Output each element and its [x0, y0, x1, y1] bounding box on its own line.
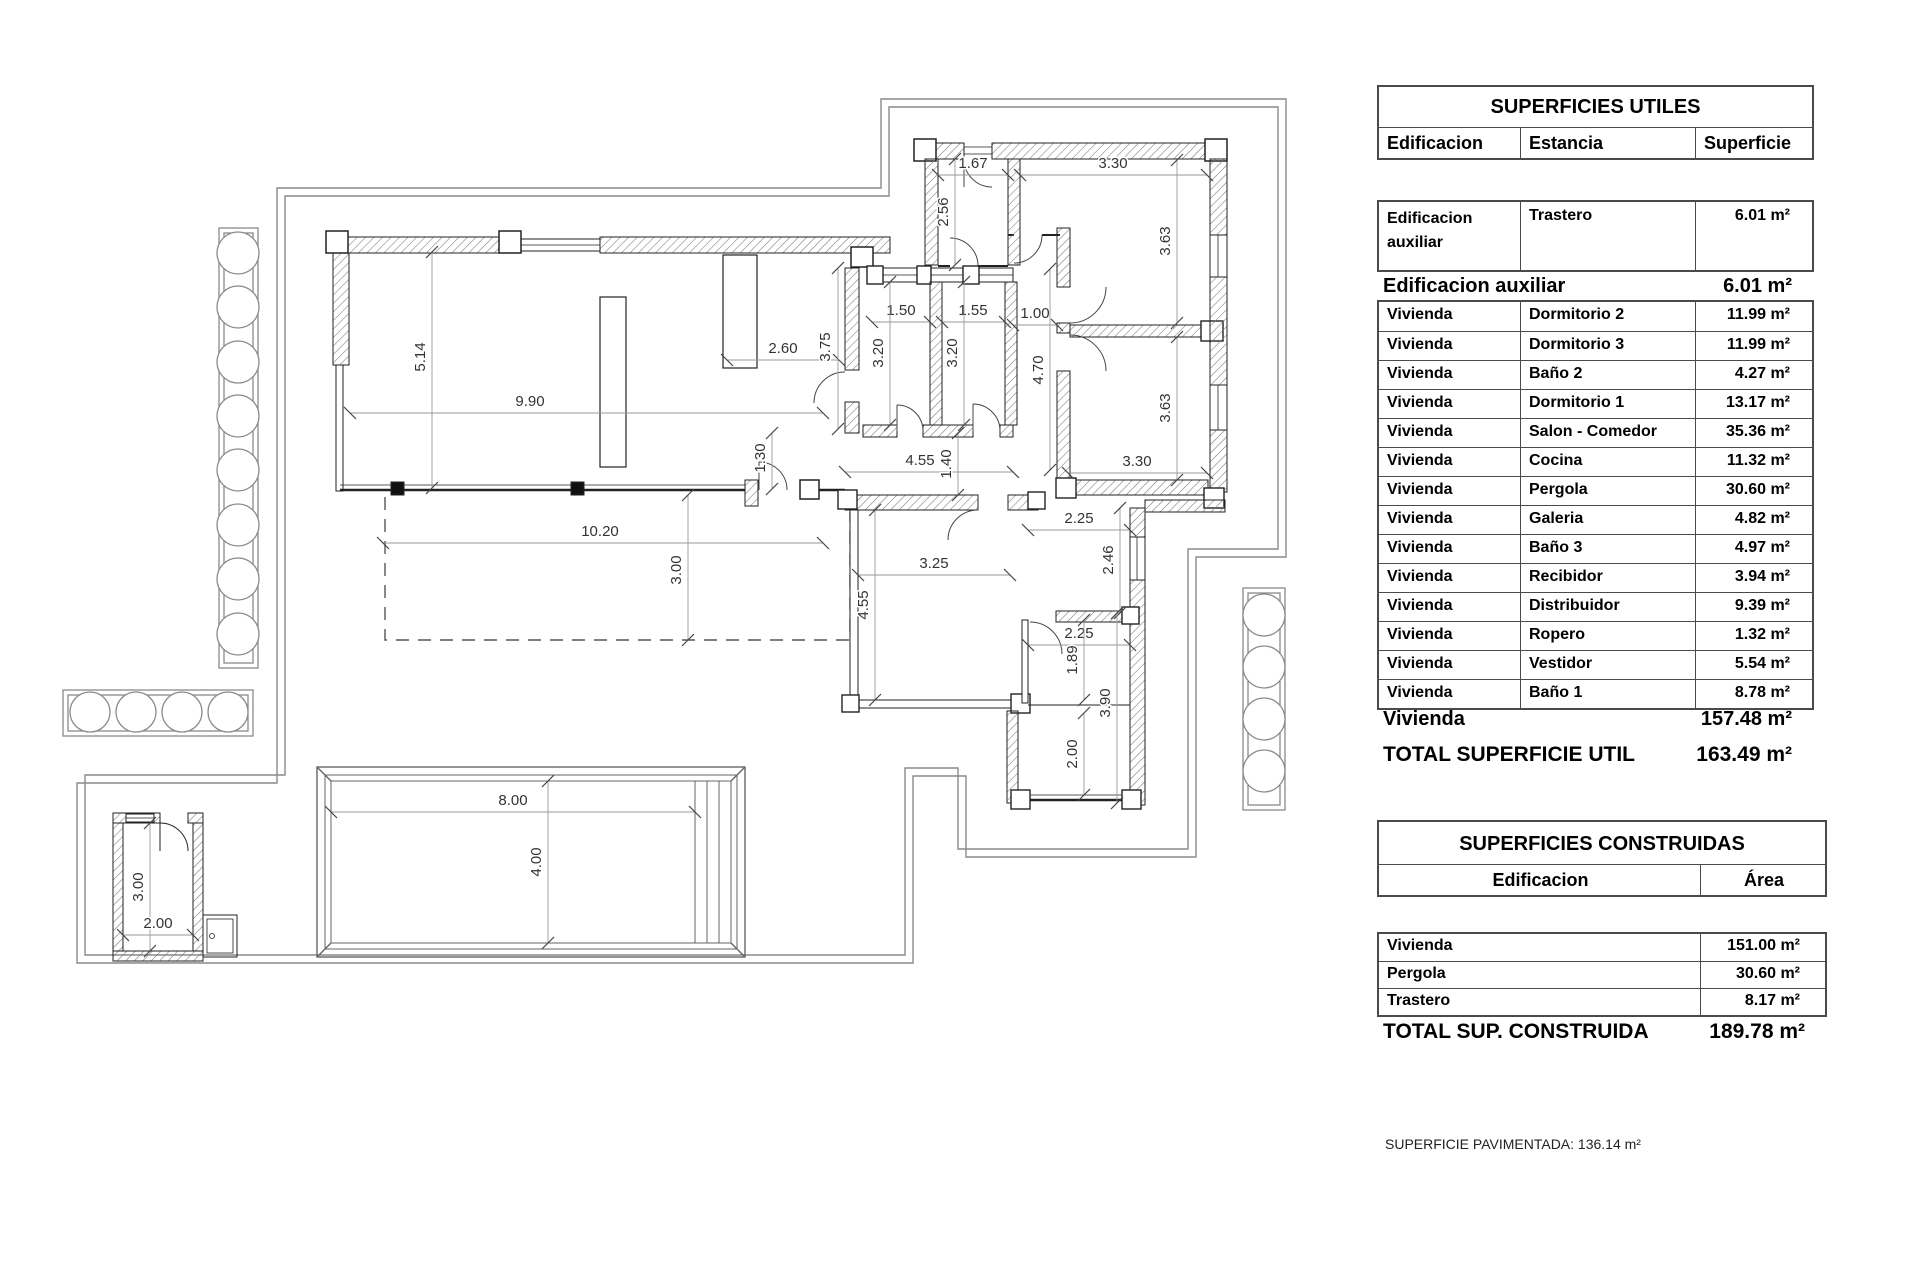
table-row: [1379, 621, 1812, 650]
pergola-dashed-outline: [385, 497, 850, 640]
dimension-label: 2.46: [1100, 545, 1117, 575]
aux-estancia: Trastero: [1520, 202, 1695, 270]
tree-row-left: [217, 228, 259, 668]
table-row: [1379, 505, 1812, 534]
dimension-label: 3.20: [944, 338, 961, 368]
table-cell: Vivienda: [1387, 306, 1453, 323]
table-superficies-construidas: [1377, 820, 1827, 1060]
table-cell: Vivienda: [1387, 423, 1453, 440]
table-cell: Cocina: [1520, 448, 1695, 476]
vivienda-rows-box: [1377, 300, 1814, 710]
total-construida-label: TOTAL SUP. CONSTRUIDA: [1383, 1020, 1649, 1043]
dimension-label: 1.00: [1020, 305, 1050, 322]
dimension-label: 2.60: [768, 340, 798, 357]
table-cell: Baño 2: [1520, 361, 1695, 389]
table-cell: Pergola: [1520, 477, 1695, 505]
table-cell: 30.60 m²: [1695, 477, 1812, 505]
total-util-row: [1377, 743, 1814, 767]
table-cell: Baño 3: [1520, 535, 1695, 563]
dimension-label: 2.25: [1064, 625, 1094, 642]
dimension-label: 2.56: [935, 197, 952, 227]
dimension-label: 4.70: [1030, 355, 1047, 385]
dimension-label: 4.55: [855, 590, 872, 620]
table-cell: 4.82 m²: [1695, 506, 1812, 534]
dimension-label: 1.30: [752, 443, 769, 473]
total-util-value: 163.49 m²: [1696, 743, 1792, 766]
table-row: [1379, 534, 1812, 563]
table-row: [1379, 592, 1812, 621]
trastero-pad: [203, 915, 237, 957]
dimension-label: 4.55: [905, 452, 935, 469]
table-cell: Baño 1: [1520, 680, 1695, 708]
table-cell: Vivienda: [1387, 394, 1453, 411]
table-cell: 8.17 m²: [1700, 989, 1825, 1015]
table-row: [1379, 331, 1812, 360]
table-cell: Vivienda: [1387, 597, 1453, 614]
table-cell: Trastero: [1387, 992, 1451, 1009]
table-cell: Vivienda: [1387, 481, 1453, 498]
table-cell: 4.27 m²: [1695, 361, 1812, 389]
col-header-edificacion: Edificacion: [1387, 133, 1484, 153]
dimension-label: 3.30: [1122, 453, 1152, 470]
table2-title: SUPERFICIES CONSTRUIDAS: [1459, 833, 1745, 855]
table-cell: Dormitorio 2: [1520, 302, 1695, 331]
dimension-label: 2.00: [143, 915, 173, 932]
table1-header-row: [1379, 127, 1812, 158]
dimension-label: 1.55: [958, 302, 988, 319]
table-cell: Galeria: [1520, 506, 1695, 534]
total-construida-value: 189.78 m²: [1709, 1020, 1805, 1043]
table-cell: 11.32 m²: [1695, 448, 1812, 476]
table-cell: 9.39 m²: [1695, 593, 1812, 621]
dimension-label: 1.89: [1064, 645, 1081, 675]
table-cell: Vivienda: [1387, 626, 1453, 643]
table-cell: Pergola: [1387, 965, 1446, 982]
dimension-label: 1.40: [938, 449, 955, 479]
dimension-label: 10.20: [581, 523, 619, 540]
table-row: [1379, 447, 1812, 476]
table-cell: Vivienda: [1387, 655, 1453, 672]
table-cell: 151.00 m²: [1700, 934, 1825, 961]
total-construida-row: [1377, 1020, 1827, 1044]
table-row: [1379, 650, 1812, 679]
house-walls: [326, 139, 1227, 809]
construidas-rows-box: [1377, 932, 1827, 1017]
table-row: [1379, 934, 1825, 961]
col-header-superficie: Superficie: [1695, 128, 1812, 158]
table-cell: Vestidor: [1520, 651, 1695, 679]
dimension-label: 3.30: [1098, 155, 1128, 172]
table-cell: Vivienda: [1387, 452, 1453, 469]
table1-title: SUPERFICIES UTILES: [1490, 96, 1701, 118]
dimension-label: 2.00: [1064, 739, 1081, 769]
table-cell: 8.78 m²: [1695, 680, 1812, 708]
dimension-label: 8.00: [498, 792, 528, 809]
dimension-label: 3.00: [668, 555, 685, 585]
dimension-label: 3.00: [130, 872, 147, 902]
table-row: [1379, 563, 1812, 592]
table-cell: Vivienda: [1387, 336, 1453, 353]
dimension-label: 1.67: [958, 155, 988, 172]
table-cell: 4.97 m²: [1695, 535, 1812, 563]
col-header-edificacion2: Edificacion: [1492, 870, 1589, 890]
table-cell: Vivienda: [1387, 684, 1453, 701]
dimension-label: 3.75: [817, 332, 834, 362]
dimension-label: 1.50: [886, 302, 916, 319]
table-row: [1379, 988, 1825, 1015]
table-cell: 1.32 m²: [1695, 622, 1812, 650]
table-cell: 5.54 m²: [1695, 651, 1812, 679]
vivienda-summary-label: Vivienda: [1383, 708, 1465, 730]
table-cell: Dormitorio 1: [1520, 390, 1695, 418]
dimension-label: 3.63: [1157, 393, 1174, 423]
aux-building-row: [1379, 202, 1812, 270]
table-cell: Vivienda: [1387, 365, 1453, 382]
table-cell: 11.99 m²: [1695, 302, 1812, 331]
table-cell: 13.17 m²: [1695, 390, 1812, 418]
table-cell: 30.60 m²: [1700, 962, 1825, 988]
table-cell: Distribuidor: [1520, 593, 1695, 621]
table-cell: 35.36 m²: [1695, 419, 1812, 447]
dimension-label: 3.63: [1157, 226, 1174, 256]
table2-header-row: [1379, 864, 1825, 895]
paved-surface-note: SUPERFICIE PAVIMENTADA: 136.14 m²: [1385, 1136, 1641, 1152]
dimension-label: 3.25: [919, 555, 949, 572]
table-cell: Dormitorio 3: [1520, 332, 1695, 360]
dimension-label: 4.00: [528, 847, 545, 877]
table-cell: 11.99 m²: [1695, 332, 1812, 360]
dimension-label: 3.90: [1097, 688, 1114, 718]
table-cell: 3.94 m²: [1695, 564, 1812, 592]
aux-summary-row: [1377, 275, 1814, 298]
table-cell: Vivienda: [1387, 510, 1453, 527]
pool-steps: [695, 781, 731, 943]
table-row: [1379, 360, 1812, 389]
table-cell: Vivienda: [1387, 539, 1453, 556]
tree-row-right: [1243, 588, 1285, 810]
col-header-estancia: Estancia: [1520, 128, 1695, 158]
table-row: [1379, 476, 1812, 505]
aux-edificacion: Edificacion auxiliar: [1387, 210, 1473, 251]
vivienda-summary-value: 157.48 m²: [1700, 708, 1792, 730]
dimension-label: 2.25: [1064, 510, 1094, 527]
table-row: [1379, 961, 1825, 988]
dimension-label: 9.90: [515, 393, 545, 410]
total-util-label: TOTAL SUPERFICIE UTIL: [1383, 743, 1636, 766]
dimension-labels: [117, 153, 1213, 957]
table-cell: Vivienda: [1387, 568, 1453, 585]
table-cell: Recibidor: [1520, 564, 1695, 592]
table-superficies-utiles: [1377, 85, 1814, 785]
table-cell: Vivienda: [1387, 937, 1453, 954]
col-header-area: Área: [1700, 865, 1825, 895]
dimension-label: 3.20: [870, 338, 887, 368]
vivienda-summary-row: [1377, 708, 1814, 731]
table-cell: Ropero: [1520, 622, 1695, 650]
table-row: [1379, 418, 1812, 447]
table-cell: Salon - Comedor: [1520, 419, 1695, 447]
tree-row-bottom: [63, 690, 253, 736]
dimension-label: 5.14: [412, 342, 429, 372]
table-row: [1379, 679, 1812, 708]
aux-superficie: 6.01 m²: [1695, 202, 1812, 270]
aux-summary-label: Edificacion auxiliar: [1383, 275, 1566, 297]
table-row: [1379, 302, 1812, 331]
aux-summary-value: 6.01 m²: [1723, 275, 1792, 297]
table-row: [1379, 389, 1812, 418]
